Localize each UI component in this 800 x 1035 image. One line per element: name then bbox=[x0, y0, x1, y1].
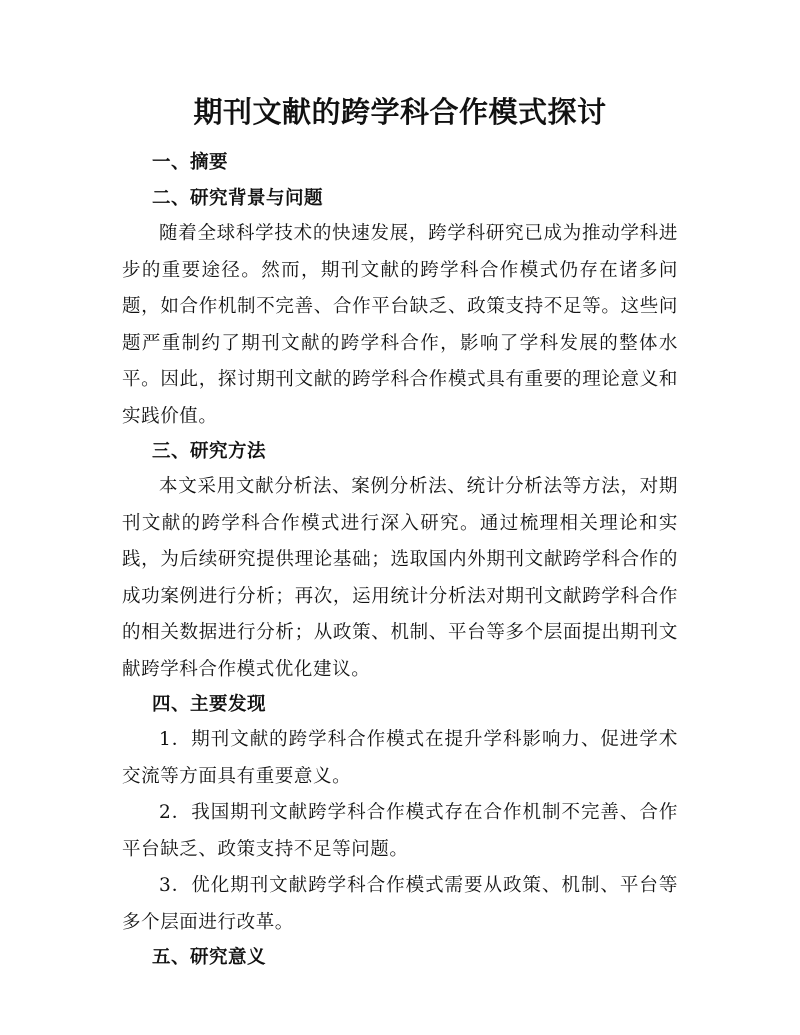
section-heading-findings: 四、主要发现 bbox=[152, 694, 267, 715]
section-heading-methods: 三、研究方法 bbox=[152, 441, 267, 462]
background-paragraph: 随着全球科学技术的快速发展，跨学科研究已成为推动学科进步的重要途径。然而，期刊文献的跨学科合作模式仍存在诸多问题，如合作机制不完善、合作平台缺乏、政策支持不足等。这些问题严重制约了期刊文献的跨学科合作，影响了学科发展的整体水平。因此，探讨期刊文献的跨学科合作模式具有重要的理论意义和实践价值。 bbox=[122, 223, 678, 427]
finding-item-2: 2．我国期刊文献跨学科合作模式存在合作机制不完善、合作平台缺乏、政策支持不足等问题。 bbox=[122, 802, 678, 860]
finding-item-1: 1．期刊文献的跨学科合作模式在提升学科影响力、促进学术交流等方面具有重要意义。 bbox=[122, 729, 678, 787]
section-heading-abstract: 一、摘要 bbox=[152, 152, 229, 173]
section-heading-background: 二、研究背景与问题 bbox=[152, 188, 324, 209]
document-body bbox=[122, 146, 678, 975]
methods-paragraph: 本文采用文献分析法、案例分析法、统计分析法等方法，对期刊文献的跨学科合作模式进行深入研究。通过梳理相关理论和实践，为后续研究提供理论基础；选取国内外期刊文献跨学科合作的成功案例进行分析；再次，运用统计分析法对期刊文献跨学科合作的相关数据进行分析；从政策、机制、平台等多个层面提出期刊文献跨学科合作模式优化建议。 bbox=[122, 476, 678, 680]
section-heading-significance: 五、研究意义 bbox=[152, 947, 267, 968]
document-title: 期刊文献的跨学科合作模式探讨 bbox=[193, 95, 607, 129]
finding-item-3: 3．优化期刊文献跨学科合作模式需要从政策、机制、平台等多个层面进行改革。 bbox=[122, 875, 678, 933]
